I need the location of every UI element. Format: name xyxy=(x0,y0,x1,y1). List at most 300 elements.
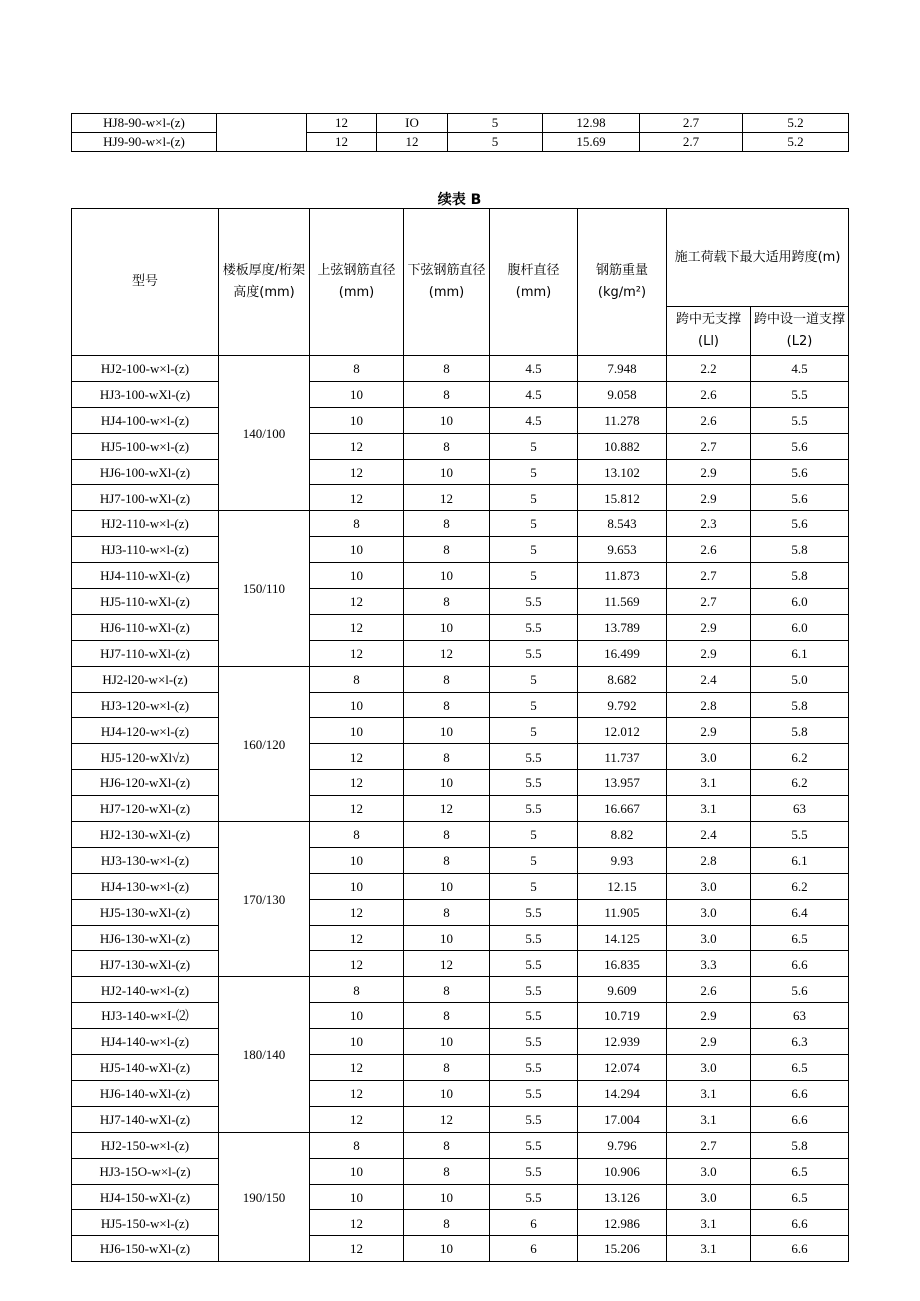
table-cell: 5.5 xyxy=(490,1184,578,1210)
table-cell: 8 xyxy=(310,356,404,382)
table-cell: 6 xyxy=(490,1210,578,1236)
slab-height-cell: 160/120 xyxy=(219,666,310,821)
table-cell: 2.8 xyxy=(667,847,751,873)
table-cell: 10 xyxy=(310,718,404,744)
table-cell: 9.609 xyxy=(578,977,667,1003)
table-cell: 12 xyxy=(404,951,490,977)
table-row xyxy=(72,1158,849,1184)
header-model: 型号 xyxy=(72,209,219,356)
table-cell xyxy=(217,114,307,152)
table-row xyxy=(72,899,849,925)
table-cell: 5 xyxy=(490,873,578,899)
table-cell: 8 xyxy=(404,899,490,925)
table-cell: 10 xyxy=(404,563,490,589)
table-cell: 11.278 xyxy=(578,407,667,433)
table-cell: 5.5 xyxy=(751,381,849,407)
table-cell: 2.9 xyxy=(667,718,751,744)
table-cell: 10 xyxy=(404,1184,490,1210)
table-row xyxy=(72,1236,849,1262)
header-span-one-support: 跨中设一道支撑(L2) xyxy=(751,307,849,356)
table-cell: 12 xyxy=(310,433,404,459)
table-row xyxy=(72,563,849,589)
table-cell: 2.4 xyxy=(667,822,751,848)
table-cell: 12.074 xyxy=(578,1055,667,1081)
header-steel-weight: 钢筋重量(kg∕m²) xyxy=(578,209,667,356)
table-cell: 8 xyxy=(404,666,490,692)
table-cell: 8 xyxy=(404,1132,490,1158)
table-cell: 3.1 xyxy=(667,1210,751,1236)
model-cell: HJ4-100-w×l-(z) xyxy=(72,407,219,433)
table-cell: 10 xyxy=(310,1029,404,1055)
table-cell: 5.5 xyxy=(490,1158,578,1184)
table-cell: 8.682 xyxy=(578,666,667,692)
table-cell: 5 xyxy=(490,485,578,511)
table-cell: 8 xyxy=(404,537,490,563)
model-cell: HJ6-130-wXl-(z) xyxy=(72,925,219,951)
table-cell: 5.5 xyxy=(490,744,578,770)
table-row xyxy=(72,589,849,615)
table-cell: 11.873 xyxy=(578,563,667,589)
table-cell: 5 xyxy=(490,511,578,537)
table-cell: 5 xyxy=(490,433,578,459)
table-cell: 15.69 xyxy=(543,133,640,152)
header-web-diameter: 腹杆直径(mm) xyxy=(490,209,578,356)
table-cell: 13.102 xyxy=(578,459,667,485)
table-cell: 2.7 xyxy=(667,589,751,615)
table-cell: 5 xyxy=(448,133,543,152)
table-row xyxy=(72,796,849,822)
table-cell: 5 xyxy=(490,537,578,563)
table-cell: 12 xyxy=(307,133,377,152)
table-cell: 12 xyxy=(310,1106,404,1132)
table-cell: 10 xyxy=(404,718,490,744)
table-cell: 5 xyxy=(490,692,578,718)
table-cell: 8 xyxy=(404,1158,490,1184)
table-row xyxy=(72,692,849,718)
model-cell: HJ6-140-wXl-(z) xyxy=(72,1080,219,1106)
table-cell: 2.6 xyxy=(667,537,751,563)
table-row xyxy=(72,666,849,692)
table-cell: 4.5 xyxy=(490,356,578,382)
table-cell: 10 xyxy=(310,692,404,718)
table-cell: 9.93 xyxy=(578,847,667,873)
model-cell: HJ5-100-w×l-(z) xyxy=(72,433,219,459)
table-cell: 5.5 xyxy=(490,925,578,951)
header-lower-chord: 下弦钢筋直径(mm) xyxy=(404,209,490,356)
table-row xyxy=(72,770,849,796)
table-cell: 3.1 xyxy=(667,770,751,796)
table-cell: 5.6 xyxy=(751,511,849,537)
table-cell: 3.1 xyxy=(667,796,751,822)
table-cell: 8 xyxy=(310,666,404,692)
table-cell: 5.8 xyxy=(751,718,849,744)
table-cell: 8 xyxy=(310,977,404,1003)
table-cell: 3.1 xyxy=(667,1080,751,1106)
table-cell: 3.3 xyxy=(667,951,751,977)
table-cell: 10 xyxy=(404,1029,490,1055)
table-cell: 6 xyxy=(490,1236,578,1262)
table-cell: 12 xyxy=(310,459,404,485)
table-cell: 3.0 xyxy=(667,899,751,925)
table-cell: HJ9-90-w×l-(z) xyxy=(72,133,217,152)
table-cell: 6.0 xyxy=(751,614,849,640)
table-row xyxy=(72,1132,849,1158)
table-cell: 7.948 xyxy=(578,356,667,382)
table-cell: 63 xyxy=(751,1003,849,1029)
table-row xyxy=(72,718,849,744)
table-row xyxy=(72,433,849,459)
table-cell: 10 xyxy=(310,847,404,873)
table-cell: 12 xyxy=(310,1236,404,1262)
table-row xyxy=(72,1210,849,1236)
table-cell: 5.5 xyxy=(751,407,849,433)
table-cell: 5.5 xyxy=(490,640,578,666)
table-cell: 8 xyxy=(404,589,490,615)
header-upper-chord: 上弦钢筋直径(mm) xyxy=(310,209,404,356)
table-cell: 6.4 xyxy=(751,899,849,925)
table-cell: 12 xyxy=(310,589,404,615)
model-cell: HJ2-150-w×l-(z) xyxy=(72,1132,219,1158)
table-row xyxy=(72,614,849,640)
table-row xyxy=(72,1055,849,1081)
table-cell: 8.82 xyxy=(578,822,667,848)
table-cell: 9.792 xyxy=(578,692,667,718)
table-cell: 6.6 xyxy=(751,1106,849,1132)
table-row xyxy=(72,1184,849,1210)
table-cell: 8 xyxy=(404,381,490,407)
model-cell: HJ3-100-wXl-(z) xyxy=(72,381,219,407)
table-cell: 5.6 xyxy=(751,977,849,1003)
table-cell: 10 xyxy=(404,1080,490,1106)
table-cell: 2.7 xyxy=(640,133,743,152)
model-cell: HJ4-140-w×l-(z) xyxy=(72,1029,219,1055)
table-cell: 63 xyxy=(751,796,849,822)
table-cell: 2.4 xyxy=(667,666,751,692)
table-cell: 3.0 xyxy=(667,873,751,899)
table-cell: 10 xyxy=(310,1003,404,1029)
table-cell: 6.6 xyxy=(751,1210,849,1236)
model-cell: HJ6-110-wXl-(z) xyxy=(72,614,219,640)
table-cell: 2.7 xyxy=(667,1132,751,1158)
table-cell: 8 xyxy=(404,1003,490,1029)
table-cell: 3.0 xyxy=(667,1055,751,1081)
table-row xyxy=(72,822,849,848)
table-cell: 10 xyxy=(404,770,490,796)
table-cell: 5 xyxy=(448,114,543,133)
table-cell: 12 xyxy=(310,1080,404,1106)
table-cell: 10.719 xyxy=(578,1003,667,1029)
table-cell: 5 xyxy=(490,563,578,589)
model-cell: HJ4-110-wXl-(z) xyxy=(72,563,219,589)
table-cell: 5.5 xyxy=(490,1106,578,1132)
model-cell: HJ6-100-wXl-(z) xyxy=(72,459,219,485)
table-cell: 8 xyxy=(404,692,490,718)
table-cell: 12.15 xyxy=(578,873,667,899)
table-cell: 14.125 xyxy=(578,925,667,951)
model-cell: HJ2-110-w×l-(z) xyxy=(72,511,219,537)
slab-height-cell: 170/130 xyxy=(219,822,310,977)
table-cell: 10 xyxy=(310,1184,404,1210)
table-cell: 12.012 xyxy=(578,718,667,744)
table-cell: 16.499 xyxy=(578,640,667,666)
table-cell: 17.004 xyxy=(578,1106,667,1132)
model-cell: HJ3-15O-w×l-(z) xyxy=(72,1158,219,1184)
table-cell: 10 xyxy=(310,407,404,433)
table-cell: 6.6 xyxy=(751,1080,849,1106)
table-cell: 3.1 xyxy=(667,1236,751,1262)
table-cell: 5.5 xyxy=(490,977,578,1003)
table-cell: 10.906 xyxy=(578,1158,667,1184)
model-cell: HJ4-130-w×l-(z) xyxy=(72,873,219,899)
table-cell: 5.5 xyxy=(490,899,578,925)
table-cell: 12.939 xyxy=(578,1029,667,1055)
table-cell: 5 xyxy=(490,718,578,744)
table-cell: 6.2 xyxy=(751,744,849,770)
model-cell: HJ6-150-wXl-(z) xyxy=(72,1236,219,1262)
slab-height-cell: 190/150 xyxy=(219,1132,310,1261)
table-cell: 8.543 xyxy=(578,511,667,537)
model-cell: HJ3-130-w×l-(z) xyxy=(72,847,219,873)
table-cell: 10 xyxy=(310,563,404,589)
table-cell: 5 xyxy=(490,666,578,692)
table-cell: 10 xyxy=(404,614,490,640)
truss-spec-table xyxy=(71,208,849,1262)
table-cell: 10.882 xyxy=(578,433,667,459)
table-cell: 12 xyxy=(310,640,404,666)
table-cell: 12 xyxy=(310,1210,404,1236)
header-max-span: 施工荷载下最大适用跨度(m) xyxy=(667,209,849,307)
table-cell: 13.789 xyxy=(578,614,667,640)
table-row xyxy=(72,133,849,152)
table-cell: 13.957 xyxy=(578,770,667,796)
table-cell: 6.5 xyxy=(751,925,849,951)
table-cell: 12 xyxy=(404,640,490,666)
table-cell: 5.5 xyxy=(490,796,578,822)
table-cell: 8 xyxy=(404,977,490,1003)
table-row xyxy=(72,381,849,407)
table-cell: 2.7 xyxy=(667,563,751,589)
table-cell: 6.5 xyxy=(751,1055,849,1081)
table-cell: 2.9 xyxy=(667,459,751,485)
table-cell: 6.3 xyxy=(751,1029,849,1055)
model-cell: HJ4-120-w×l-(z) xyxy=(72,718,219,744)
table-cell: 5.5 xyxy=(490,1029,578,1055)
table-row xyxy=(72,1003,849,1029)
table-cell: 2.6 xyxy=(667,381,751,407)
table-cell: 13.126 xyxy=(578,1184,667,1210)
table-cell: 6.2 xyxy=(751,770,849,796)
table-cell: 6.6 xyxy=(751,1236,849,1262)
table-cell: 5.5 xyxy=(490,951,578,977)
table-row xyxy=(72,459,849,485)
table-cell: 5 xyxy=(490,459,578,485)
model-cell: HJ5-150-w×l-(z) xyxy=(72,1210,219,1236)
table-cell: 6.5 xyxy=(751,1158,849,1184)
table-cell: 3.0 xyxy=(667,1184,751,1210)
table-cell: 5.5 xyxy=(490,1132,578,1158)
table-row xyxy=(72,356,849,382)
table-row xyxy=(72,537,849,563)
table-cell: 5.5 xyxy=(490,770,578,796)
table-cell: 12.986 xyxy=(578,1210,667,1236)
table-row xyxy=(72,847,849,873)
table-cell: 3.0 xyxy=(667,1158,751,1184)
table-cell: 5.8 xyxy=(751,563,849,589)
table-cell: 11.569 xyxy=(578,589,667,615)
table-cell: 10 xyxy=(310,381,404,407)
table-row xyxy=(72,407,849,433)
table-cell: 15.206 xyxy=(578,1236,667,1262)
table-cell: 6.2 xyxy=(751,873,849,899)
model-cell: HJ7-120-wXl-(z) xyxy=(72,796,219,822)
table-cell: 5.2 xyxy=(743,114,849,133)
table-cell: 10 xyxy=(310,537,404,563)
table-cell: 8 xyxy=(404,433,490,459)
slab-height-cell: 140/100 xyxy=(219,356,310,511)
table-cell: 12 xyxy=(404,485,490,511)
table-cell: 5.5 xyxy=(490,589,578,615)
table-cell: 5.5 xyxy=(490,1055,578,1081)
table-row xyxy=(72,951,849,977)
table-cell: 6.0 xyxy=(751,589,849,615)
table-cell: 15.812 xyxy=(578,485,667,511)
table-cell: 8 xyxy=(310,511,404,537)
model-cell: HJ2-l20-w×l-(z) xyxy=(72,666,219,692)
table-cell: 3.0 xyxy=(667,744,751,770)
table-cell: 5.5 xyxy=(751,822,849,848)
table-row xyxy=(72,1029,849,1055)
table-cell: 2.9 xyxy=(667,1003,751,1029)
model-cell: HJ5-130-wXl-(z) xyxy=(72,899,219,925)
model-cell: HJ7-130-wXl-(z) xyxy=(72,951,219,977)
table-cell: 5.8 xyxy=(751,537,849,563)
table-row xyxy=(72,873,849,899)
table-cell: 12 xyxy=(310,925,404,951)
model-cell: HJ3-110-w×l-(z) xyxy=(72,537,219,563)
table-cell: 8 xyxy=(404,744,490,770)
table-cell: 4.5 xyxy=(490,381,578,407)
table-cell: 9.653 xyxy=(578,537,667,563)
table-cell: 5.6 xyxy=(751,433,849,459)
table-cell: 12 xyxy=(307,114,377,133)
table-cell: 5.8 xyxy=(751,1132,849,1158)
table-cell: 8 xyxy=(310,822,404,848)
table-cell: 8 xyxy=(404,1210,490,1236)
table-cell: 6.6 xyxy=(751,951,849,977)
table-row xyxy=(72,1106,849,1132)
table-cell: 5.6 xyxy=(751,485,849,511)
table-cell: 10 xyxy=(404,459,490,485)
table-row xyxy=(72,114,849,133)
table-row xyxy=(72,925,849,951)
table-cell: 5.8 xyxy=(751,692,849,718)
table-cell: 12 xyxy=(310,614,404,640)
table-cell: 6.1 xyxy=(751,847,849,873)
table-cell: 9.058 xyxy=(578,381,667,407)
table-cell: 12 xyxy=(310,951,404,977)
table-cell: IO xyxy=(377,114,448,133)
table-cell: 12 xyxy=(310,770,404,796)
model-cell: HJ3-140-w×I-⑵ xyxy=(72,1003,219,1029)
table-cell: 9.796 xyxy=(578,1132,667,1158)
table-cell: 3.1 xyxy=(667,1106,751,1132)
table-cell: 8 xyxy=(404,511,490,537)
table-cell: 14.294 xyxy=(578,1080,667,1106)
table-cell: 8 xyxy=(404,356,490,382)
table-cell: 12 xyxy=(404,796,490,822)
table-cell: 12.98 xyxy=(543,114,640,133)
model-cell: HJ5-110-wXl-(z) xyxy=(72,589,219,615)
table-cell: 8 xyxy=(404,1055,490,1081)
table-cell: 4.5 xyxy=(751,356,849,382)
table-cell: 12 xyxy=(310,899,404,925)
table-cell: 5 xyxy=(490,822,578,848)
table-cell: 5.5 xyxy=(490,1003,578,1029)
table-cell: HJ8-90-w×l-(z) xyxy=(72,114,217,133)
table-cell: 2.9 xyxy=(667,614,751,640)
table-cell: 4.5 xyxy=(490,407,578,433)
table-cell: 2.3 xyxy=(667,511,751,537)
table-cell: 10 xyxy=(404,925,490,951)
table-row xyxy=(72,1080,849,1106)
table-cell: 11.737 xyxy=(578,744,667,770)
table-cell: 8 xyxy=(404,847,490,873)
table-caption: 续表 B xyxy=(437,192,482,208)
table-cell: 5.5 xyxy=(490,614,578,640)
table-row xyxy=(72,511,849,537)
table-cell: 8 xyxy=(404,822,490,848)
table-cell: 2.7 xyxy=(640,114,743,133)
model-cell: HJ7-140-wXl-(z) xyxy=(72,1106,219,1132)
table-cell: 2.9 xyxy=(667,485,751,511)
table-cell: 2.2 xyxy=(667,356,751,382)
model-cell: HJ2-100-w×l-(z) xyxy=(72,356,219,382)
table-cell: 6.5 xyxy=(751,1184,849,1210)
table-cell: 2.9 xyxy=(667,1029,751,1055)
table-cell: 10 xyxy=(404,407,490,433)
model-cell: HJ2-130-wXl-(z) xyxy=(72,822,219,848)
table-header xyxy=(72,209,849,356)
model-cell: HJ4-150-wXl-(z) xyxy=(72,1184,219,1210)
table-cell: 3.0 xyxy=(667,925,751,951)
table-cell: 12 xyxy=(310,796,404,822)
header-slab-height: 楼板厚度/桁架高度(mm) xyxy=(219,209,310,356)
table-cell: 2.7 xyxy=(667,433,751,459)
table-cell: 6.1 xyxy=(751,640,849,666)
model-cell: HJ2-140-w×l-(z) xyxy=(72,977,219,1003)
table-body xyxy=(72,356,849,1262)
table-cell: 11.905 xyxy=(578,899,667,925)
table-cell: 12 xyxy=(310,1055,404,1081)
header-span-no-support: 跨中无支撑(Ll) xyxy=(667,307,751,356)
table-cell: 5.6 xyxy=(751,459,849,485)
table-row xyxy=(72,977,849,1003)
previous-table-body xyxy=(72,114,849,152)
table-cell: 12 xyxy=(310,744,404,770)
table-cell: 12 xyxy=(404,1106,490,1132)
table-cell: 5 xyxy=(490,847,578,873)
table-cell: 12 xyxy=(377,133,448,152)
table-cell: 2.6 xyxy=(667,977,751,1003)
table-cell: 2.8 xyxy=(667,692,751,718)
table-row xyxy=(72,744,849,770)
table-cell: 8 xyxy=(310,1132,404,1158)
model-cell: HJ5-140-wXl-(z) xyxy=(72,1055,219,1081)
table-cell: 5.2 xyxy=(743,133,849,152)
table-cell: 16.667 xyxy=(578,796,667,822)
table-cell: 2.9 xyxy=(667,640,751,666)
model-cell: HJ7-100-wXl-(z) xyxy=(72,485,219,511)
